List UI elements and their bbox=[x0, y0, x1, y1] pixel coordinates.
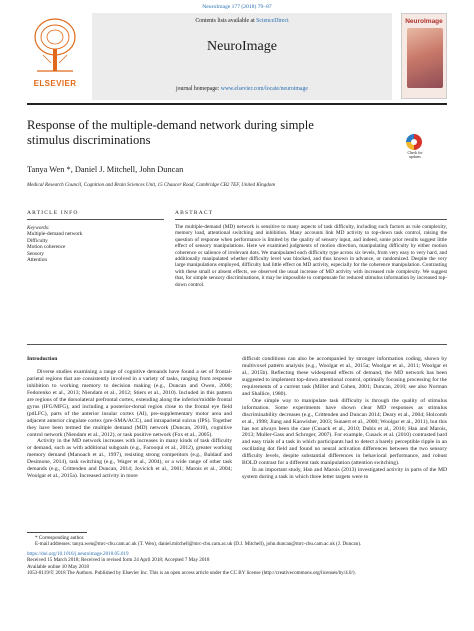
crossmark-badge[interactable] bbox=[404, 134, 426, 159]
body-column-left bbox=[27, 356, 232, 480]
keyword-item: Multiple-demand network bbox=[27, 231, 83, 238]
keyword-item: Difficulty bbox=[27, 237, 48, 244]
body-paragraph: Activity in the MD network increases with increases in many kinds of task difficulty or demand, such as with additional subgoals (e.g., Farooqui et al., 2012), greater working memory demand (Manoach et al., 1997), resisting strong competitors (e.g., Baldauf and Desimone, 2014), task switching (e.g., Wager et al., 2004), or a wide range of other task demands (e.g., Crittenden and Duncan, 2014; Jovicich et al., 2001; Marois et al., 2004; Woolgar et al., 2015a). Increased activity in more bbox=[27, 438, 232, 480]
keywords-block bbox=[27, 225, 164, 263]
email-addresses[interactable]: E-mail addresses: tanya.wen@mrc-cbu.cam.ac.uk (T. Wen), daniel.mitchell@mrc-cbu.cam.ac.uk (D.J. Mitchell), john.duncan@mrc-cbu.cam.ac.uk (J. Duncan). bbox=[35, 541, 362, 548]
copyright-line: 1053-8119/© 2018 The Authors. Published by Elsevier Inc. This is an open access article under the CC BY license (http://creativecommons.org/licenses/by/4.0/). bbox=[27, 570, 356, 577]
journal-name: NeuroImage bbox=[207, 39, 277, 54]
doi-link[interactable]: https://doi.org/10.1016/j.neuroimage.2018.05.019 bbox=[27, 550, 129, 557]
article-title: Response of the multiple-demand network during simple stimulus discriminations bbox=[27, 118, 314, 147]
abstract-divider bbox=[175, 219, 447, 220]
author-affiliation: Medical Research Council, Cognition and Brain Sciences Unit, 15 Chaucer Road, Cambridge CB2 7EF, United Kingdom bbox=[27, 182, 276, 188]
cover-title: NeuroImage bbox=[405, 18, 443, 25]
homepage-prefix: journal homepage: bbox=[176, 86, 221, 92]
footnotes bbox=[27, 535, 447, 576]
journal-masthead bbox=[27, 13, 447, 100]
author-list: Tanya Wen *, Daniel J. Mitchell, John Duncan bbox=[27, 165, 184, 174]
crossmark-icon-center bbox=[411, 139, 417, 145]
online-date: Available online 10 May 2018 bbox=[27, 563, 89, 570]
cover-artwork bbox=[407, 28, 443, 88]
journal-cover-image bbox=[401, 13, 447, 99]
keyword-item: Motion coherence bbox=[27, 244, 66, 251]
publisher-name: ELSEVIER bbox=[33, 79, 77, 88]
article-info-divider bbox=[27, 219, 164, 220]
introduction-heading: Introduction bbox=[27, 356, 58, 362]
contents-line bbox=[92, 18, 392, 24]
article-info-heading: ARTICLE INFO bbox=[27, 210, 79, 216]
crossmark-label: Check for updates bbox=[407, 151, 423, 159]
keyword-item: Sensory bbox=[27, 250, 45, 257]
elsevier-tree-icon bbox=[31, 15, 79, 75]
abstract-bottom-divider bbox=[27, 344, 447, 345]
header-divider bbox=[27, 103, 447, 105]
body-paragraph: difficult conditions can also be accompanied by stronger information coding, shown by multivoxel pattern analysis (e.g., Woolgar et al., 2015a; Woolgar et al., 2011; Woolgar et al., 2015b). Reflecting these widespread effects of demand, the MD network has been suggested to implement top-down attentional control, optimally focusing processing for the requirements of a current task (Miller and Cohen, 2001; Duncan, 2010; see also Norman and Shallice, 1980). bbox=[242, 356, 447, 397]
contents-prefix: Contents lists available at bbox=[195, 18, 257, 24]
body-column-right bbox=[242, 356, 447, 481]
keyword-item: Attention bbox=[27, 257, 48, 264]
body-paragraph: In an important study, Han and Marois (2013) investigated activity in parts of the MD system during a task in which three letter targets were to bbox=[242, 467, 447, 481]
article-history: Received 15 March 2018; Received in revised form 24 April 2018; Accepted 7 May 2018 bbox=[27, 557, 210, 564]
sciencedirect-link[interactable]: ScienceDirect bbox=[256, 18, 289, 24]
abstract-text: The multiple-demand (MD) network is sensitive to many aspects of task difficulty, including such factors as rule complexity, memory load, attentional switching and inhibition. Many accounts link MD activity to top-down task control, raising the question of response when performance is limited by the quality of sensory input, and indeed, some prior results suggest little effect of sensory manipulations. Here we examined judgments of motion direction, manipulating difficulty by either motion coherence or salience of irrelevant dots. We manipulated each difficulty type across six levels, from very easy to very hard, and additionally manipulated whether difficulty level was blocked, and thus known in advance, or randomized. Despite the very large manipulations employed, difficulty had little effect on MD activity, especially for the coherence manipulation. Contrasting with these small or absent effects, we observed the usual increase of MD activity with increased rule complexity. We suggest that, for simple sensory discriminations, it may be impossible to compensate for reduced stimulus information by increased top-down control. bbox=[175, 224, 447, 288]
journal-info-box bbox=[92, 13, 392, 100]
homepage-link[interactable]: www.elsevier.com/locate/neuroimage bbox=[220, 86, 308, 92]
homepage-line bbox=[92, 86, 392, 92]
keywords-label: Keywords: bbox=[27, 225, 50, 231]
body-paragraph: Diverse studies examining a range of cognitive demands have found a set of frontal-parietal regions that are consistently involved in a variety of tasks, ranging from response inhibition to working memory to decision making (e.g., Duncan and Owen, 2000; Fedorenko et al., 2013; Niendam et al., 2012; Stiers et al., 2010). Included in this pattern are regions of the dorsolateral prefrontal cortex, extending along the inferior/middle frontal gyrus (IFG/MFG), and including a posterior-dorsal region close to the frontal eye field (pdLFC), parts of the anterior insular cortex (AI), pre-supplementary motor area and adjacent anterior cingulate cortex (pre-SMA/ACC), and intraparietal sulcus (IPS). Together they have been termed the multiple demand (MD) network (Duncan, 2010), cognitive control network (Niendam et al., 2012), or task positive network (Fox et al., 2005). bbox=[27, 368, 232, 438]
footnote-divider bbox=[27, 532, 87, 533]
corresponding-author-note: * Corresponding author. bbox=[35, 535, 85, 541]
abstract-heading: ABSTRACT bbox=[175, 210, 214, 216]
body-paragraph: One simple way to manipulate task difficulty is through the quality of stimulus information. Some experiments have shown clear MD responses as stimulus discriminability decreases (e.g., Crittenden and Duncan 2014; Deary et al., 2004; Holcomb et al., 1998; Jiang and Kanwisher, 2003; Sunaert et al., 2000; Woolgar et al., 2011), but this has not always been the case (Cusack et al., 2010; Dubis et al., 2016; Han and Marois, 2013; Muller-Gass and Schroger, 2007). For example, Cusack et al. (2010) contrasted hard and easy trials of a task in which participants had to detect a barely perceptible ripple in an oscillating dot field and found no neural activation differences between the two sensory difficulty levels, despite substantial differences in behavioral performance, and robust BOLD contrast for a different task manipulation (attention switching). bbox=[242, 397, 447, 467]
elsevier-logo bbox=[27, 13, 83, 97]
journal-reference[interactable]: NeuroImage 177 (2018) 79–87 bbox=[202, 4, 272, 10]
